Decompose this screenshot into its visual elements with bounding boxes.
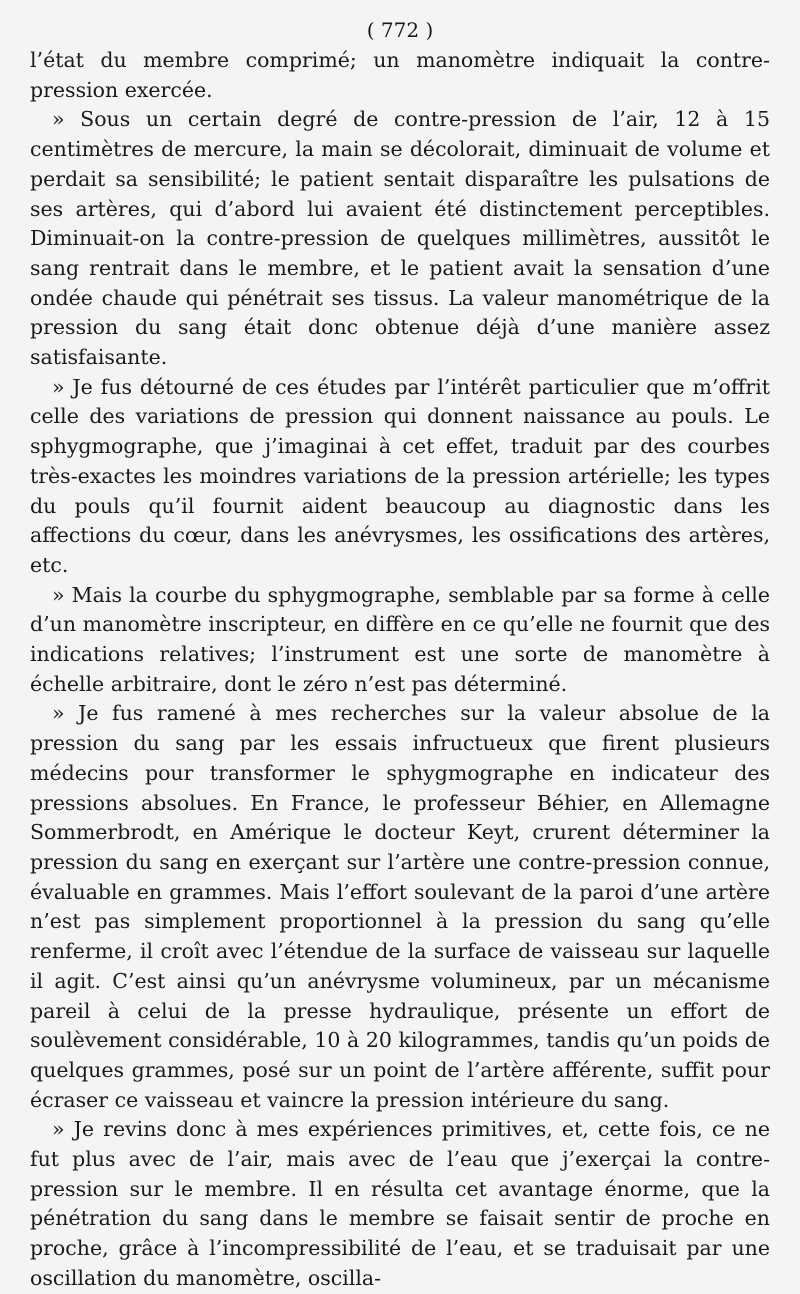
paragraph-continuation: l’état du membre comprimé; un manomètre indiquait la contre-pression exercée.	[30, 48, 770, 102]
paragraph: » Mais la courbe du sphygmographe, semblable par sa forme à celle d’un manomètre inscripteur, en diffère en ce qu’elle ne fournit que des indications relatives; l’instrument est une sorte de manomètre à échelle arbitraire, dont le zéro n’est pas déterminé.	[30, 582, 770, 696]
paragraph: » Sous un certain degré de contre-pression de l’air, 12 à 15 centimètres de mercure, la main se décolorait, diminuait de volume et perdait sa sensibilité; le patient sentait disparaître les pulsations de ses artères, qui d’abord lui avaient été distinctement perceptibles. Diminuait-on la contre-pression de quelques millimètres, aussitôt le sang rentrait dans le membre, et le patient avait la sensation d’une ondée chaude qui pénétrait ses tissus. La valeur manométrique de la pression du sang était donc obtenue déjà d’une manière assez satisfaisante.	[30, 107, 770, 370]
paragraph: » Je fus ramené à mes recherches sur la valeur absolue de la pression du sang par les essais infructueux que firent plusieurs médecins pour transformer le sphygmographe en indicateur des pressions absolues. En France, le professeur Béhier, en Allemagne Sommerbrodt, en Amérique le docteur Keyt, crurent déterminer la pression du sang en exerçant sur l’artère une contre-pression connue, évaluable en grammes. Mais l’effort soulevant de la paroi d’une artère n’est pas simplement proportionnel à la pression du sang qu’elle renferme, il croît avec l’étendue de la surface de vaisseau sur laquelle il agit. C’est ainsi qu’un anévrysme volumineux, par un mécanisme pareil à celui de la presse hydraulique, présente un effort de soulèvement considérable, 10 à 20 kilogrammes, tandis qu’un poids de quelques grammes, posé sur un point de l’artère afférente, suffit pour écraser ce vaisseau et vaincre la pression intérieure du sang.	[30, 701, 770, 1112]
body-text	[30, 46, 770, 1294]
paragraph: » Je fus détourné de ces études par l’intérêt particulier que m’offrit celle des variations de pression qui donnent naissance au pouls. Le sphygmographe, que j’imaginai à cet effet, traduit par des courbes très-exactes les moindres variations de la pression artérielle; les types du pouls qu’il fournit aident beaucoup au diagnostic dans les affections du cœur, dans les anévrysmes, les ossifications des artères, etc.	[30, 374, 770, 577]
page-number: ( 772 )	[366, 18, 434, 42]
paragraph: » Je revins donc à mes expériences primitives, et, cette fois, ce ne fut plus avec de l’air, mais avec de l’eau que j’exerçai la contre-pression sur le membre. Il en résulta cet avantage énorme, que la pénétration du sang dans le membre se faisait sentir de proche en proche, grâce à l’incompressibilité de l’eau, et se traduisait par une oscillation du manomètre, oscilla-	[30, 1117, 770, 1290]
